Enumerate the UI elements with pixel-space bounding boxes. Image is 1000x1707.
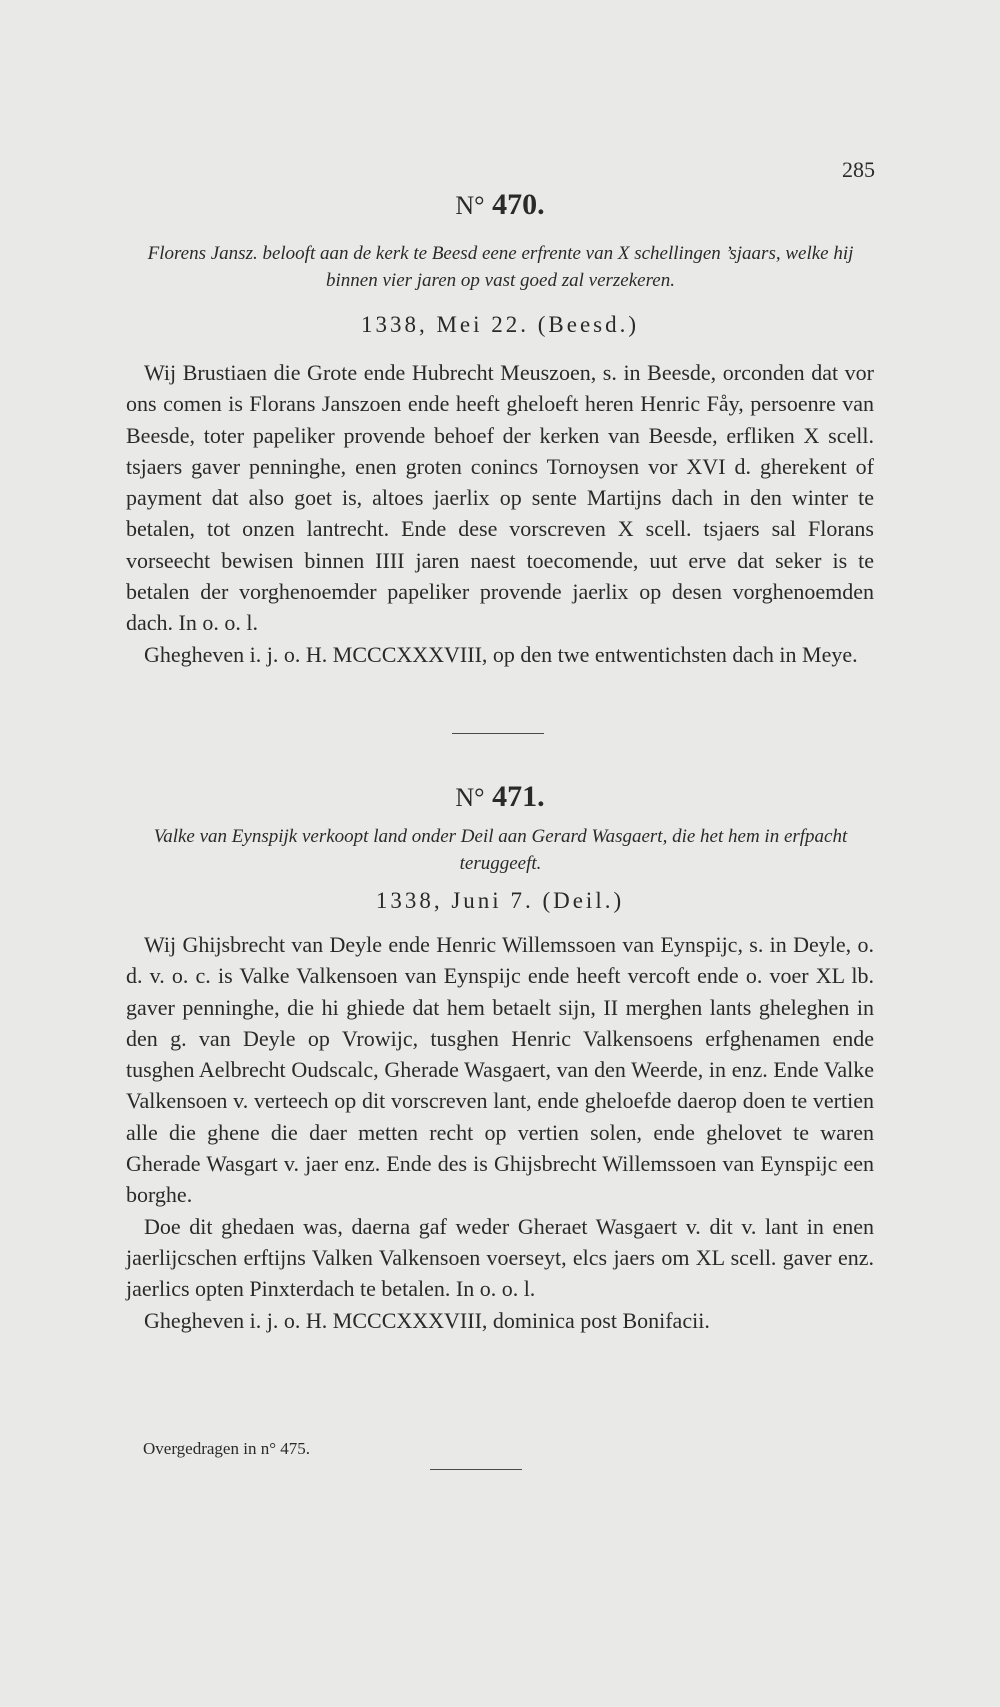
charter-text-471 — [126, 929, 874, 1336]
number-value: 470. — [492, 188, 545, 221]
paragraph: Wij Ghijsbrecht van Deyle ende Henric Willemssoen van Eynspijc, s. in Deyle, o. d. v. o. c. is Valke Valkensoen van Eynspijc ende heeft vercoft ende o. voer XL lb. gaver penninghe, die hi ghiede dat hem betaelt sijn, II merghen lants gheleghen in den g. van Deyle op Vrowijc, tusghen Henric Valkensoens erfghenamen ende tusghen Aelbrecht Oudscalc, Gherade Wasgaert, van den Weerde, in enz. Ende Valke Valkensoen v. verteech op dit vorscreven lant, ende gheloefde daerop doen te vertien alle die ghene die daer metten recht op vertien solen, ende ghelovet te waren Gherade Wasgart v. jaer enz. Ende des is Ghijsbrecht Willemssoen van Eynspijc een borghe. — [126, 932, 874, 1208]
number-prefix: N° — [455, 783, 485, 812]
section-divider — [452, 733, 544, 734]
end-divider — [430, 1469, 522, 1470]
summary-470: Florens Jansz. belooft aan de kerk te Beesd eene erfrente van X schellingen ’sjaars, welke hij binnen vier jaren op vast goed zal verzekeren. — [147, 243, 854, 291]
paragraph: Doe dit ghedaen was, daerna gaf weder Gheraet Wasgaert v. dit v. lant in enen jaerlijcschen erftijns Valken Valkensoen voerseyt, elcs jaers om XL scell. gaver enz. jaerlics opten Pinxterdach te betalen. In o. o. l. — [126, 1213, 874, 1302]
paragraph: Ghegheven i. j. o. H. MCCCXXXVIII, op den twe entwentichsten dach in Meye. — [144, 641, 858, 667]
document-number-471 — [0, 780, 1000, 814]
page-number: 285 — [842, 157, 875, 182]
summary-471: Valke van Eynspijk verkoopt land onder Deil aan Gerard Wasgaert, die het hem in erfpacht teruggeeft. — [153, 826, 848, 874]
document-number-470 — [0, 188, 1000, 222]
paragraph: Ghegheven i. j. o. H. MCCCXXXVIII, dominica post Bonifacii. — [144, 1307, 710, 1333]
paragraph: Wij Brustiaen die Grote ende Hubrecht Meuszoen, s. in Beesde, orconden dat vor ons comen is Florans Janszoen ende heeft gheloeft heren Henric Fåy, persoenre van Beesde, toter papeliker provende behoef der kerken van Beesde, erfliken X scell. tsjaers gaver penninghe, enen groten conincs Tornoysen vor XVI d. gherekent of payment dat also goet is, altoes jaerlix op sente Martijns dach in den winter te betalen, tot onzen lantrecht. Ende dese vorscreven X scell. tsjaers sal Florans vorseecht bewisen binnen IIII jaren naest toecomende, uut erve dat seker is te betalen der vorghenoemder papeliker provende jaerlix op desen vorghenoemden dach. In o. o. l. — [126, 360, 874, 636]
charter-text-470 — [126, 357, 874, 670]
transfer-note: Overgedragen in n° 475. — [143, 1439, 310, 1458]
number-prefix: N° — [455, 191, 485, 220]
dateline-471: 1338, Juni 7. (Deil.) — [375, 888, 625, 913]
dateline-470: 1338, Mei 22. (Beesd.) — [360, 312, 640, 337]
number-value: 471. — [492, 780, 545, 813]
